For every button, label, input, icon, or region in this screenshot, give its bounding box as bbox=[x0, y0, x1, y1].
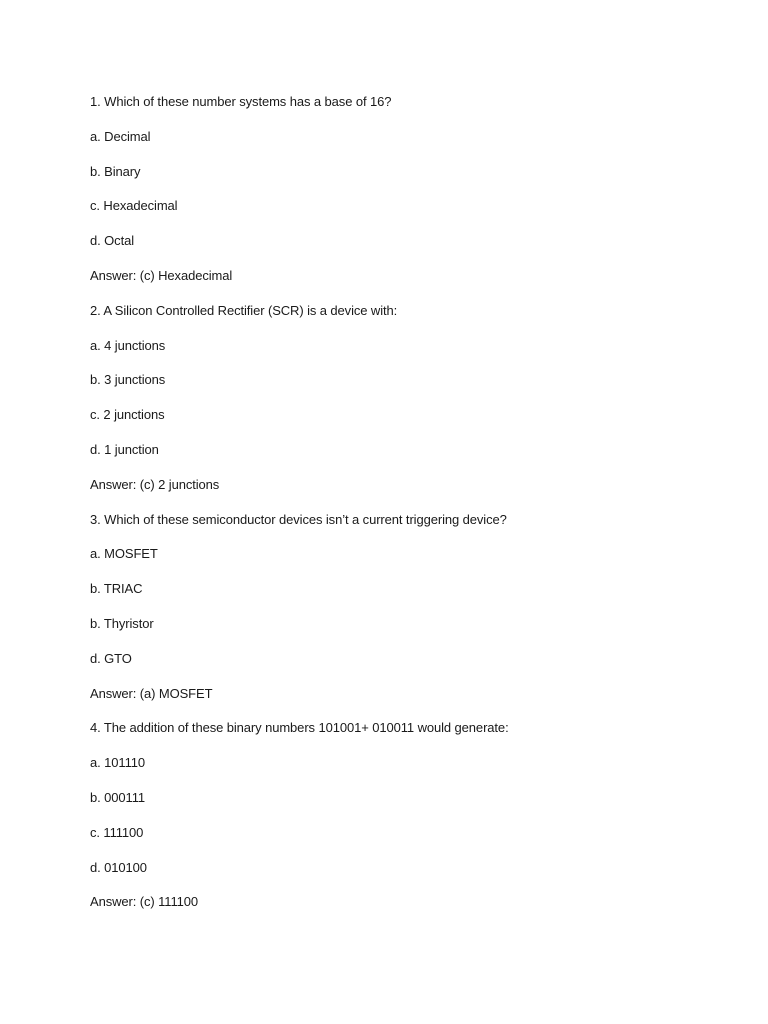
answer-option: b. 000111 bbox=[90, 789, 146, 805]
answer-option: b. TRIAC bbox=[90, 581, 143, 597]
answer-option: d. 010100 bbox=[90, 859, 147, 875]
answer-option: c. 2 junctions bbox=[90, 407, 165, 423]
answer-option: b. 3 junctions bbox=[90, 372, 166, 388]
answer-option: d. GTO bbox=[90, 650, 132, 666]
question-text: 4. The addition of these binary numbers 101001+ 010011 would generate: bbox=[90, 720, 509, 736]
correct-answer: Answer: (a) MOSFET bbox=[90, 685, 213, 701]
answer-option: b. Thyristor bbox=[90, 615, 154, 631]
answer-option: c. Hexadecimal bbox=[90, 198, 178, 214]
question-text: 2. A Silicon Controlled Rectifier (SCR) is a device with: bbox=[90, 302, 398, 318]
answer-option: a. Decimal bbox=[90, 128, 151, 144]
correct-answer: Answer: (c) Hexadecimal bbox=[90, 267, 233, 283]
question-text: 3. Which of these semiconductor devices isn’t a current triggering device? bbox=[90, 511, 507, 527]
correct-answer: Answer: (c) 2 junctions bbox=[90, 476, 220, 492]
answer-option: a. 4 junctions bbox=[90, 337, 166, 353]
quiz-content bbox=[90, 92, 710, 927]
answer-option: a. 101110 bbox=[90, 755, 146, 771]
question-text: 1. Which of these number systems has a base of 16? bbox=[90, 94, 392, 109]
answer-option: a. MOSFET bbox=[90, 546, 158, 562]
answer-option: d. 1 junction bbox=[90, 441, 159, 457]
answer-option: c. 111100 bbox=[90, 824, 144, 840]
correct-answer: Answer: (c) 111100 bbox=[90, 894, 199, 910]
answer-option: d. Octal bbox=[90, 233, 134, 249]
answer-option: b. Binary bbox=[90, 163, 141, 179]
